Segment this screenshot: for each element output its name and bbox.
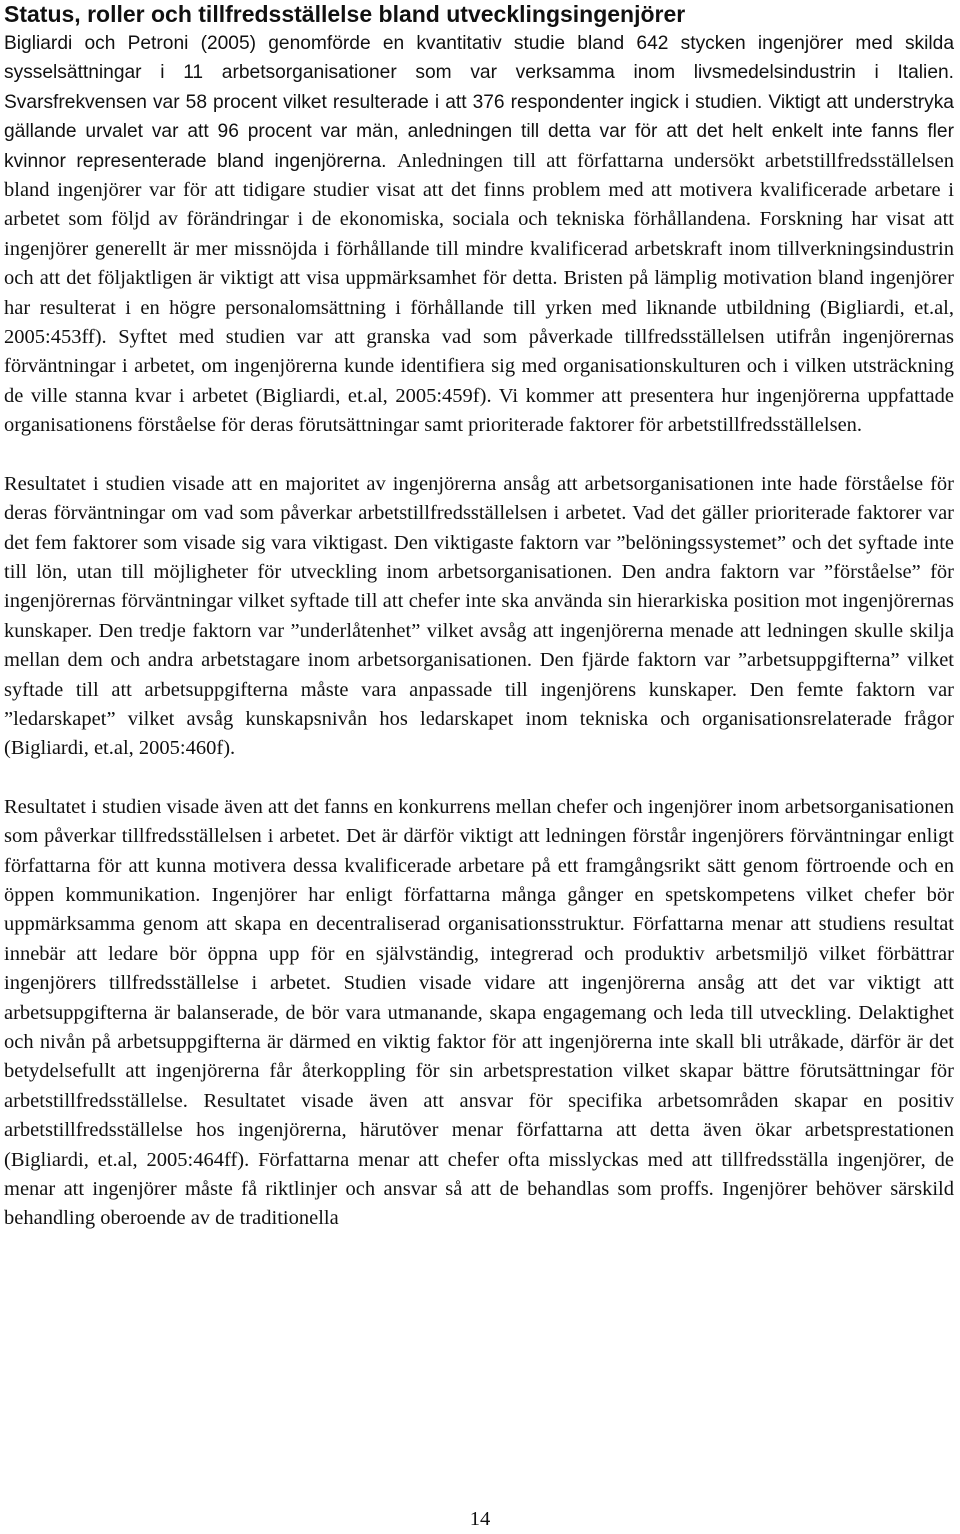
- page-number: 14: [469, 1508, 491, 1530]
- paragraph-2: [4, 470, 954, 764]
- paragraph-3-text: Resultatet i studien visade även att det fanns en konkurrens mellan chefer och ingenjörer inom arbetsorganisationen som påverkar tillfredsställelsen i arbetet. Det är därför viktigt att ledningen förstår ingenjörers förväntningar enligt författarna för att kunna motivera dessa kvalificerade arbetare på ett framgångsrikt sätt genom förtroende och en öppen kommunikation. Ingenjörer har enligt författarna många gånger en spetskompetens vilket chefer bör uppmärksamma genom att skapa en decentraliserad organisationsstruktur. Författarna menar att studiens resultat innebär att ledare bör öppna upp för en självständig, integrerad och produktiv arbetsmiljö vilket förbättrar ingenjörers tillfredsställelse i arbetet. Studien visade vidare att ingenjörerna ansåg att det var viktigt att arbetsuppgifterna är balanserade, de bör vara utmanande, skapa engagemang och leda till utveckling. Delaktighet och nivån på arbetsuppgifterna är därmed en viktig faktor för att ingenjörerna inte skall bli utråkade, därför är det betydelsefullt att ingenjörerna får återkoppling för sin arbetsprestation vilket skapar bättre förutsättningar för arbetstillfredsställelse. Resultatet visade även att ansvar för specifika arbetsområden skapar en positiv arbetstillfredsställelse hos ingenjörerna, härutöver menar författarna att detta även ökar arbetsprestationen (Bigliardi, et.al, 2005:464ff). Författarna menar att chefer ofta misslyckas med att tillfredsställa ingenjörer, de menar att ingenjörer måste få riktlinjer och ansvar så att de behandlas som proffs. Ingenjörer behöver särskild behandling oberoende av de traditionella: [4, 795, 954, 1230]
- paragraph-2-text: Resultatet i studien visade att en majoritet av ingenjörerna ansåg att arbetsorganisationen inte hade förståelse för deras förväntningar om vad som påverkar arbetstillfredsställelsen i arbetet. Vad det gäller prioriterade faktorer var det fem faktorer som visade sig vara viktigast. Den viktigaste faktorn var ”belöningssystemet” och det syftade inte till lön, utan till möjligheter för utveckling inom arbetsorganisationen. Den andra faktorn var ”förståelse” för ingenjörernas förväntningar vilket syftade till att chefer inte ska använda sin hierarkiska position mot ingenjörernas kunskaper. Den tredje faktorn var ”underlåtenhet” vilket avsåg att ingenjörerna menade att ledningen skulle skilja mellan dem och andra arbetstagare inom arbetsorganisationen. Den fjärde faktorn var ”arbetsuppgifterna” vilket syftade till att arbetsuppgifterna måste vara anpassade till ingenjörens kunskaper. Den femte faktorn var ”ledarskapet” vilket avsåg kunskapsnivån hos ledarskapet inom tekniska och organisationsrelaterade frågor (Bigliardi, et.al, 2005:460f).: [4, 472, 954, 760]
- section-heading: Status, roller och tillfredsställelse bland utvecklingsingenjörer: [4, 1, 686, 27]
- paragraph-1-sentence-2: Viktigt att understryka gällande urvalet var att 96 procent var män, anledningen till detta var för att det helt enkelt inte fanns fler kvinnor representerade bland ingenjörerna.: [4, 91, 954, 172]
- paragraph-spacer: [4, 764, 954, 793]
- document-page: [4, 0, 954, 1234]
- paragraph-1-sentence-1: Bigliardi och Petroni (2005) genomförde en kvantitativ studie bland 642 stycken ingenjörer med skilda sysselsättningar i 11 arbetsorganisationer som var verksamma inom livsmedelsindustrin i Italien. Svarsfrekvensen var 58 procent vilket resulterade i att 376 respondenter ingick i studien.: [4, 33, 954, 113]
- paragraph-spacer: [4, 441, 954, 470]
- paragraph-1: [4, 29, 954, 441]
- paragraph-3: [4, 793, 954, 1234]
- paragraph-1-sentence-3: Anledningen till att författarna undersökt arbetstillfredsställelsen bland ingenjörer var för att tidigare studier visat att det finns problem med att motivera kvalificerade arbetare i arbetet som följd av förändringar i de ekonomiska, sociala och tekniska förhållandena. Forskning har visat att ingenjörer generellt är mer missnöjda i förhållande till mindre kvalificerad arbetskraft inom tillverkningsindustrin och att det följaktligen är viktigt att visa uppmärksamhet för detta. Bristen på lämplig motivation bland ingenjörer har resulterat i en högre personalomsättning i förhållande till yrken med liknande utbildning (Bigliardi, et.al, 2005:453ff). Syftet med studien var att granska vad som påverkade tillfredsställelsen utifrån ingenjörernas förväntningar i arbetet, om ingenjörerna kunde identifiera sig med organisationskulturen och i vilken utsträckning de ville stanna kvar i arbetet (Bigliardi, et.al, 2005:459f). Vi kommer att presentera hur ingenjörerna uppfattade organisationens förståelse för deras förutsättningar samt prioriterade faktorer för arbetstillfredsställelsen.: [4, 149, 954, 437]
